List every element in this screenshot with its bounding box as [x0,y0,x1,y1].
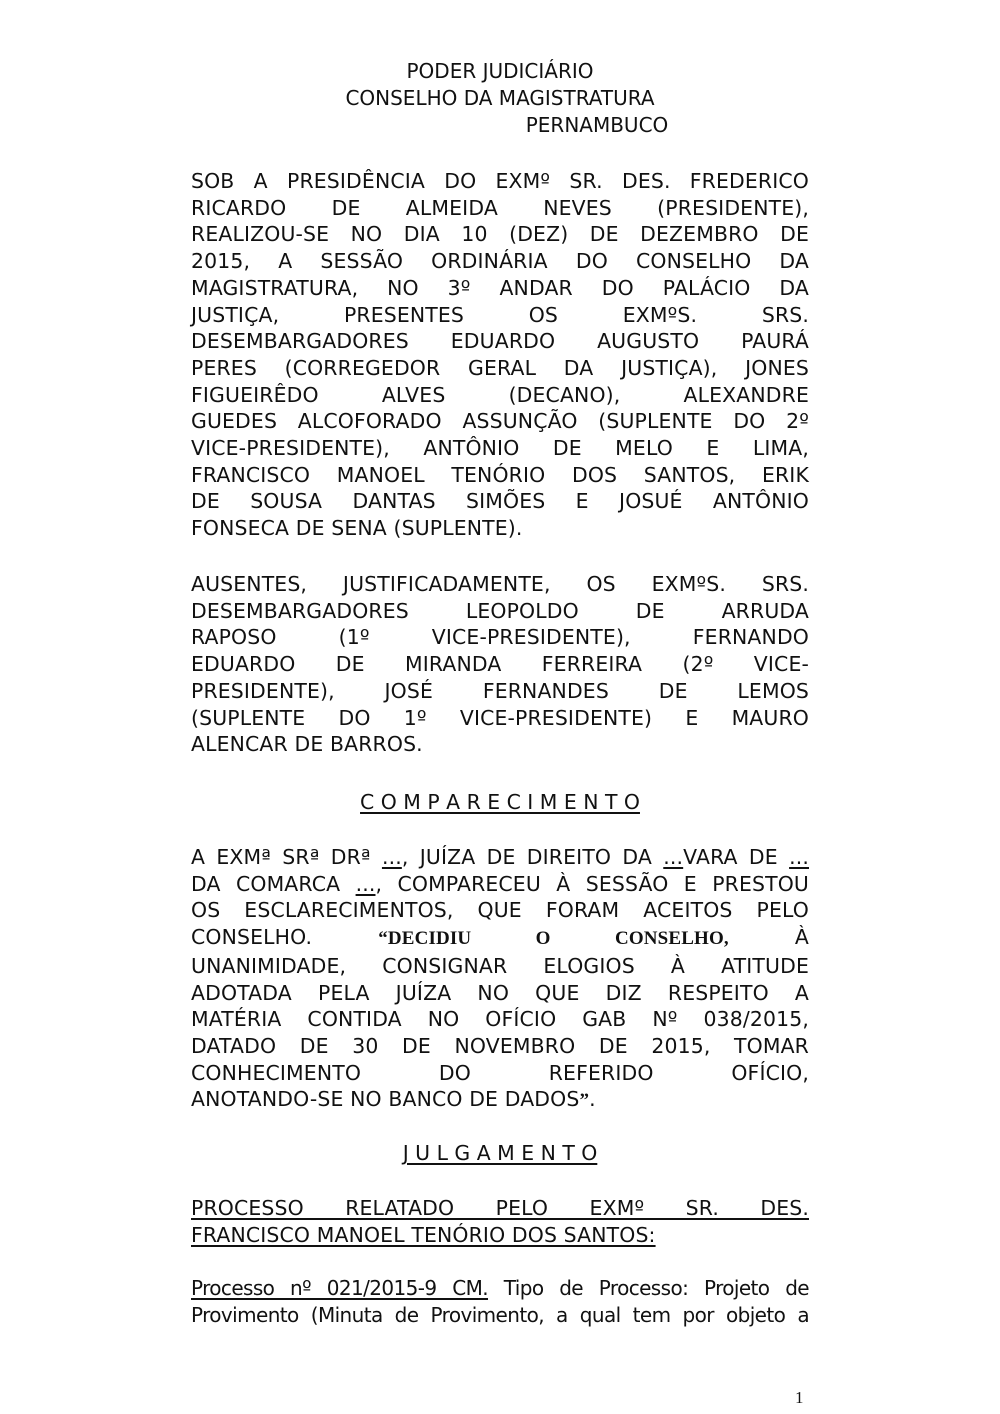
para2-line: AUSENTES, JUSTIFICADAMENTE, OS EXMºS. SRS. [191,572,809,596]
para1-line: 2015, A SESSÃO ORDINÁRIA DO CONSELHO DA [191,249,809,274]
para1-line: FRANCISCO MANOEL TENÓRIO DOS SANTOS, ERIK [191,462,809,487]
para1-line: VICE-PRESIDENTE), ANTÔNIO DE MELO E LIMA, [191,436,809,461]
para1-line: SOB A PRESIDÊNCIA DO EXMº SR. DES. FREDERICO [191,169,809,193]
comparecimento-line: ADOTADA PELA JUÍZA NO QUE DIZ RESPEITO A [191,980,809,1005]
para2-line: ALENCAR DE BARROS. [191,732,423,757]
para2-line: DESEMBARGADORES LEOPOLDO DE ARRUDA [191,598,809,623]
header-line-state: PERNAMBUCO [525,113,669,137]
processo-line: Provimento (Minuta de Provimento, a qual tem por objeto a [191,1302,809,1327]
para1-line: JUSTIÇA, PRESENTES OS EXMºS. SRS. [191,302,809,327]
header-line-council: CONSELHO DA MAGISTRATURA [345,86,655,110]
paragraph-comparecimento [191,844,809,1115]
comparecimento-line: OS ESCLARECIMENTOS, QUE FORAM ACEITOS PELO [191,898,809,923]
comparecimento-line: DA COMARCA ..., COMPARECEU À SESSÃO E PRESTOU [191,871,809,896]
para1-line: FIGUEIRÊDO ALVES (DECANO), ALEXANDRE [191,382,809,407]
comparecimento-line: CONHECIMENTO DO REFERIDO OFÍCIO, [191,1060,809,1085]
para2-line: RAPOSO (1º VICE-PRESIDENTE), FERNANDO [191,625,809,650]
comparecimento-line: A EXMª SRª DRª ..., JUÍZA DE DIREITO DA ...VARA DE ... [191,845,809,869]
paragraph-absences [191,571,809,758]
para2-line: (SUPLENTE DO 1º VICE-PRESIDENTE) E MAURO [191,705,809,730]
para1-line: MAGISTRATURA, NO 3º ANDAR DO PALÁCIO DA [191,275,809,300]
page-number: 1 [795,1388,804,1407]
section-title-comparecimento: C O M P A R E C I M E N T O [360,790,640,814]
para1-line: RICARDO DE ALMEIDA NEVES (PRESIDENTE), [191,195,809,220]
processo-paragraph [191,1275,809,1328]
para1-line: DE SOUSA DANTAS SIMÕES E JOSUÉ ANTÔNIO [191,489,809,514]
para2-line: PRESIDENTE), JOSÉ FERNANDES DE LEMOS [191,678,809,703]
para2-line: EDUARDO DE MIRANDA FERREIRA (2º VICE- [191,652,809,677]
processo-number: Processo nº 021/2015-9 CM. [191,1276,489,1300]
header-line-judiciary: PODER JUDICIÁRIO [406,59,594,83]
para1-line: FONSECA DE SENA (SUPLENTE). [191,516,523,541]
para1-line: PERES (CORREGEDOR GERAL DA JUSTIÇA), JONES [191,355,809,380]
comparecimento-line: DATADO DE 30 DE NOVEMBRO DE 2015, TOMAR [191,1033,809,1058]
comparecimento-line: ANOTANDO-SE NO BANCO DE DADOS”. [191,1087,596,1112]
para1-line: DESEMBARGADORES EDUARDO AUGUSTO PAURÁ [191,329,809,354]
decision-quote: “DECIDIU O CONSELHO, [378,928,729,950]
paragraph-presidency [191,168,809,542]
comparecimento-line: MATÉRIA CONTIDA NO OFÍCIO GAB Nº 038/2015, [191,1007,809,1032]
relator-line: PROCESSO RELATADO PELO EXMº SR. DES. [191,1196,809,1220]
processo-line: Processo nº 021/2015-9 CM. Tipo de Processo: Projeto de [191,1276,809,1300]
relator-heading [191,1195,809,1248]
comparecimento-line: UNANIMIDADE, CONSIGNAR ELOGIOS À ATITUDE [191,953,809,978]
comparecimento-line: CONSELHO. “DECIDIU O CONSELHO, À [191,925,809,950]
para1-line: GUEDES ALCOFORADO ASSUNÇÃO (SUPLENTE DO 2º [191,409,809,434]
document-header [0,58,1000,139]
para1-line: REALIZOU-SE NO DIA 10 (DEZ) DE DEZEMBRO DE [191,222,809,247]
section-title-julgamento: J U L G A M E N T O [402,1141,598,1165]
relator-line: FRANCISCO MANOEL TENÓRIO DOS SANTOS: [191,1222,656,1247]
